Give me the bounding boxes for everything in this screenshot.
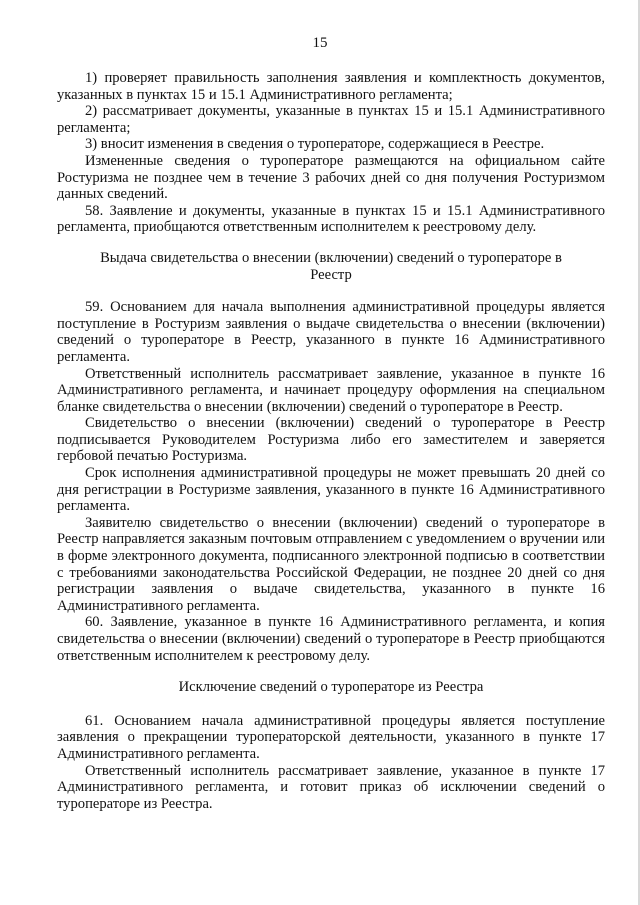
section-heading-exclusion: Исключение сведений о туроператоре из Реестра [178,679,484,696]
item-3-amend-register: 3) вносит изменения в сведения о туроператоре, содержащиеся в Реестре. [85,136,545,153]
paragraph-changes-published: Измененные сведения о туроператоре размещаются на официальном сайте Ростуризма не позднее чем в течение 3 рабочих дней со дня получения Ростуризмом данных сведений. [57,152,605,203]
paragraph-58: 58. Заявление и документы, указанные в пунктах 15 и 15.1 Административного регламента, приобщаются ответственным исполнителем к реестровому делу. [57,202,605,236]
paragraph-60: 60. Заявление, указанное в пункте 16 Административного регламента, и копия свидетельства о внесении (включении) сведений о туроператоре в Реестр приобщаются ответственным исполнителем к реестровому делу. [57,614,605,664]
section-heading-certificate-issuance: Выдача свидетельства о внесении (включении) сведений о туроператоре в Реестр [100,249,562,283]
document-body [57,70,605,812]
item-2-review-documents: 2) рассматривает документы, указанные в пунктах 15 и 15.1 Административного регламента; [57,103,605,136]
paragraph-59-certificate-signing: Свидетельство о внесении (включении) сведений о туроператоре в Реестр подписывается Руководителем Ростуризма либо его заместителем и заверяется гербовой печатью Ростуризма. [57,415,605,465]
paragraph-61: 61. Основанием начала административной процедуры является поступление заявления о прекращении туроператорской деятельности, указанного в пункте 17 Административного регламента. [57,712,605,762]
paragraph-59: 59. Основанием для начала выполнения административной процедуры является поступление в Ростуризм заявления о выдаче свидетельства о внесении (включении) сведений о туроператоре в Реестр, указанного в пункте 16 Административного регламента. [57,299,605,365]
paragraph-59-executor-review: Ответственный исполнитель рассматривает заявление, указанное в пункте 16 Административного регламента, и начинает процедуру оформления на специальном бланке свидетельства о внесении (включении) сведений о туроператоре в Реестр. [57,365,605,415]
paragraph-59-delivery: Заявителю свидетельство о внесении (включении) сведений о туроператоре в Реестр направляется заказным почтовым отправлением с уведомлением о вручении или в форме электронного документа, подписанного электронной подписью в соответствии с требованиями законодательства Российской Федерации, не позднее 20 дней со дня регистрации заявления о выдаче свидетельства, указанного в пункте 16 Административного регламента. [57,514,605,614]
page-number: 15 [312,35,328,51]
paragraph-61-executor-order: Ответственный исполнитель рассматривает заявление, указанное в пункте 17 Административного регламента, и готовит приказ об исключении сведений о туроператоре из Реестра. [57,762,605,812]
item-1-check-correctness: 1) проверяет правильность заполнения заявления и комплектность документов, указанных в пунктах 15 и 15.1 Административного регламента; [57,70,605,103]
paragraph-59-deadline: Срок исполнения административной процедуры не может превышать 20 дней со дня регистрации в Ростуризме заявления, указанного в пункте 16 Административного регламента. [57,465,605,515]
